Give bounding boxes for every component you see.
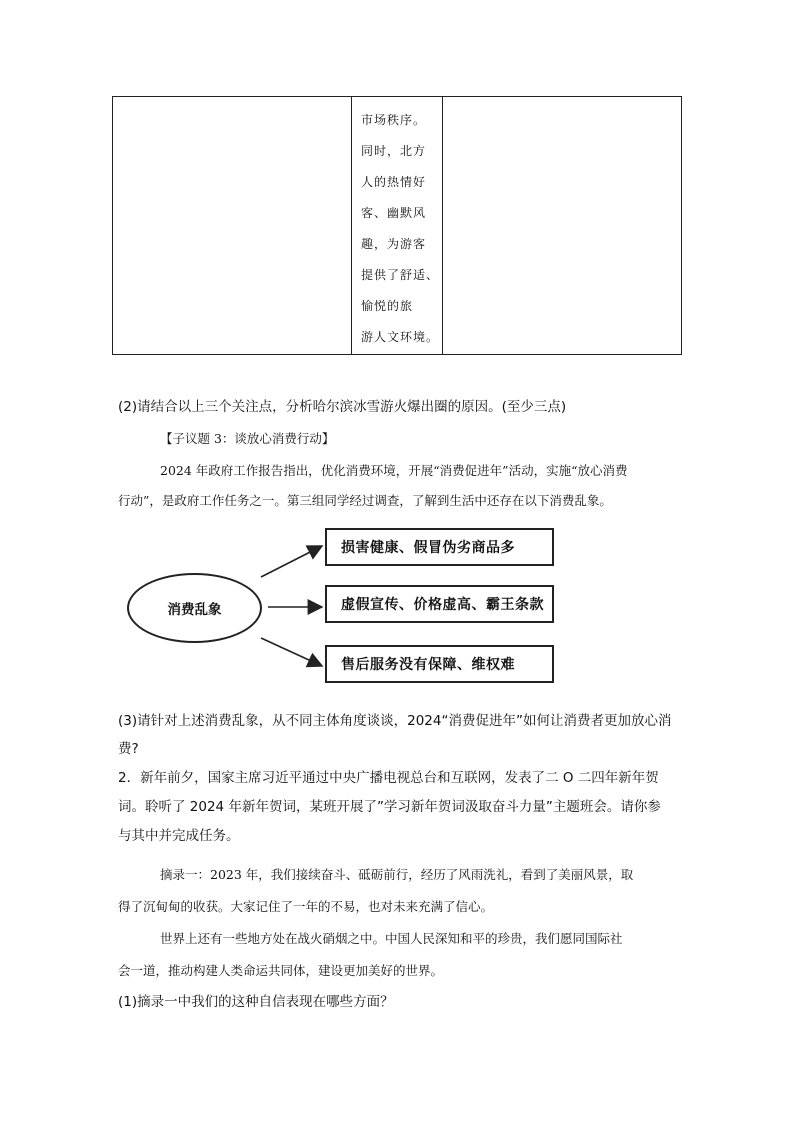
diagram-item-label: 售后服务没有保障、维权难	[341, 657, 515, 673]
table-column-divider	[442, 97, 443, 354]
excerpt-2-line: 世界上还有一些地方处在战火硝烟之中。中国人民深知和平的珍贵，我们愿同国际社	[160, 931, 623, 946]
summary-table	[112, 96, 682, 355]
arrow-to-item-3	[261, 638, 322, 666]
diagram-item-box	[325, 585, 554, 623]
diagram-center-node	[127, 573, 262, 643]
table-cell-line: 游人文环境。	[361, 330, 440, 344]
table-column-divider	[351, 97, 352, 354]
intro-paragraph-line: 2024 年政府工作报告指出，优化消费环境，开展“消费促进年”活动，实施“放心消费	[160, 463, 628, 478]
question-3-prompt-line: 费?	[118, 741, 139, 757]
subtopic-3-heading: 【子议题 3：谈放心消费行动】	[160, 431, 335, 446]
question-2-prompt: (2)请结合以上三个关注点，分析哈尔滨冰雪游火爆出圈的原因。(至少三点)	[118, 399, 567, 415]
question-2-main-line: 词。聆听了 2024 年新年贺词，某班开展了”学习新年贺词汲取奋斗力量”主题班会。请你参	[118, 799, 661, 815]
diagram-item-box	[325, 528, 554, 566]
diagram-item-label: 虚假宣传、价格虚高、霸王条款	[341, 597, 544, 613]
question-3-prompt-line: (3)请针对上述消费乱象，从不同主体角度谈谈，2024“消费促进年”如何让消费者更加放心消	[118, 713, 672, 729]
table-cell-middle	[361, 105, 441, 353]
diagram-center-label: 消费乱象	[167, 602, 222, 618]
question-2-main-line: 2．新年前夕，国家主席习近平通过中央广播电视总台和互联网，发表了二 O 二四年新年贺	[118, 770, 659, 786]
question-1-prompt: (1)摘录一中我们的这种自信表现在哪些方面？	[118, 994, 394, 1010]
table-cell-line: 人的热情好	[361, 175, 427, 189]
question-2-main-line: 与其中并完成任务。	[118, 828, 240, 844]
table-cell-line: 市场秩序。	[361, 113, 427, 127]
excerpt-2-line: 会一道，推动构建人类命运共同体，建设更加美好的世界。	[118, 963, 444, 978]
table-cell-line: 愉悦的旅	[361, 299, 414, 313]
diagram-item-label: 损害健康、假冒伪劣商品多	[341, 540, 515, 556]
intro-paragraph-line: 行动”，是政府工作任务之一。第三组同学经过调查，了解到生活中还存在以下消费乱象。	[118, 493, 612, 508]
excerpt-1-line: 得了沉甸甸的收获。大家记住了一年的不易，也对未来充满了信心。	[118, 899, 494, 914]
diagram-item-box	[325, 645, 554, 683]
arrow-to-item-1	[261, 546, 322, 577]
excerpt-1-line: 摘录一：2023 年，我们接续奋斗、砥砺前行，经历了风雨洗礼，看到了美丽风景，取	[160, 867, 634, 882]
table-cell-line: 趣，为游客	[361, 237, 427, 251]
table-cell-line: 提供了舒适、	[361, 268, 440, 282]
table-cell-line: 客、幽默风	[361, 206, 427, 220]
table-cell-line: 同时，北方	[361, 144, 427, 158]
